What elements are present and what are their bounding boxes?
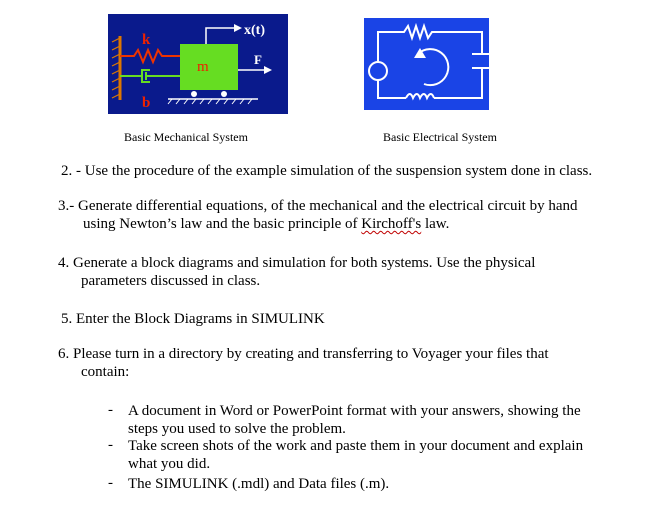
item-6 xyxy=(58,345,549,381)
item-2 xyxy=(61,162,592,180)
bullet-2-line1: Take screen shots of the work and paste them in your document and explain xyxy=(128,438,584,454)
item-3-line2 xyxy=(58,215,578,233)
voltage-source xyxy=(369,62,387,80)
mass-block xyxy=(180,44,238,90)
item-4 xyxy=(58,254,535,290)
item-3-line2-pre: using Newton’s law and the basic principle of xyxy=(83,216,362,232)
bullet-2 xyxy=(128,437,583,473)
item-6-line1: 6. Please turn in a directory by creating and transferring to Voyager your files that xyxy=(58,346,549,362)
item-6-line2: contain: xyxy=(81,364,130,380)
bullet-1 xyxy=(128,402,581,438)
bullet-1-line2: steps you used to solve the problem. xyxy=(128,421,346,437)
item-3-line2-post: law. xyxy=(421,216,450,232)
item-4-line1: 4. Generate a block diagrams and simulation for both systems. Use the physical xyxy=(58,255,536,271)
mechanical-caption: Basic Mechanical System xyxy=(124,130,248,144)
mechanical-system-figure xyxy=(108,14,288,114)
force-label: F xyxy=(254,52,262,67)
bullet-1-dash: - xyxy=(108,402,113,418)
bullet-3 xyxy=(128,475,389,493)
displacement-label: x(t) xyxy=(244,23,265,38)
item-3 xyxy=(58,197,578,233)
item-5-text: 5. Enter the Block Diagrams in SIMULINK xyxy=(61,311,325,327)
spring-label: k xyxy=(142,32,151,48)
spellcheck-word: Kirchoff's xyxy=(361,216,422,232)
item-4-line2: parameters discussed in class. xyxy=(81,273,261,289)
bullet-2-line2: what you did. xyxy=(128,456,211,472)
electrical-system-figure xyxy=(364,18,489,110)
bullet-3-dash: - xyxy=(108,475,113,491)
item-3-line1: 3.- Generate differential equations, of the mechanical and the electrical circuit by hand xyxy=(58,198,578,214)
bullet-3-line1: The SIMULINK (.mdl) and Data files (.m). xyxy=(128,476,390,492)
bullet-2-dash: - xyxy=(108,437,113,453)
damper-label: b xyxy=(142,95,151,111)
mass-label: m xyxy=(197,59,209,75)
electrical-caption: Basic Electrical System xyxy=(383,130,497,144)
item-5 xyxy=(61,310,325,328)
bullet-1-line1: A document in Word or PowerPoint format with your answers, showing the xyxy=(128,403,581,419)
item-2-text: 2. - Use the procedure of the example simulation of the suspension system done in class. xyxy=(61,163,593,179)
